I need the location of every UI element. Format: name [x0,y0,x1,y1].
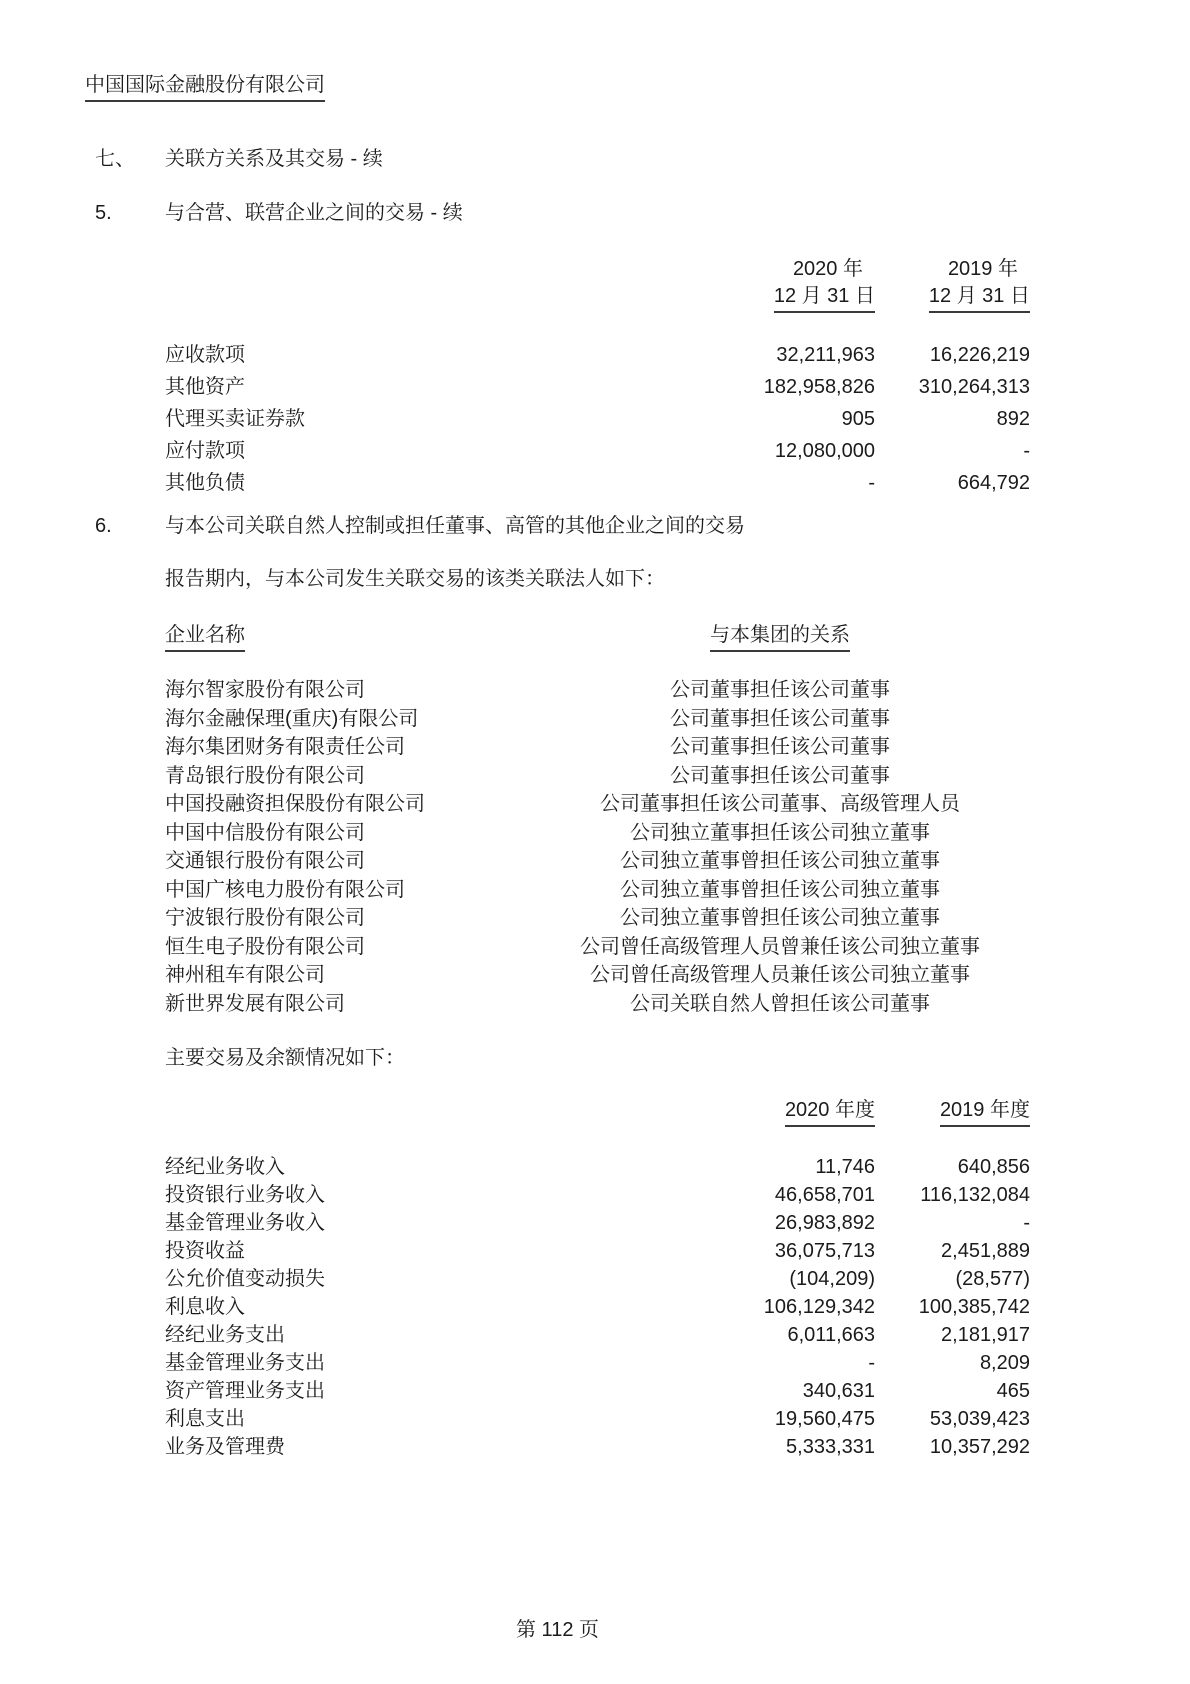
section-7-title: 关联方关系及其交易 - 续 [165,148,383,170]
related-party-relation: 公司曾任高级管理人员兼任该公司独立董事 [590,964,970,986]
year-2020-label: 2020 年 [792,258,863,280]
value-2020: 46,658,701 [774,1184,875,1206]
value-2020: 26,983,892 [774,1212,875,1234]
row-label: 资产管理业务支出 [165,1380,325,1402]
balances-table-row [165,339,1030,371]
section-6-intro: 报告期内，与本公司发生关联交易的该类关联法人如下： [165,568,665,590]
related-party-row [165,933,1030,962]
value-2019: 892 [996,408,1030,430]
value-2020: 11,746 [815,1156,875,1178]
value-2020: 905 [841,408,875,430]
value-2019: 2,451,889 [941,1240,1030,1262]
value-2019: 640,856 [957,1156,1030,1178]
company-column-header-text: 企业名称 [165,622,245,652]
row-label: 利息收入 [165,1296,245,1318]
row-label: 应收款项 [165,344,245,366]
related-party-row [165,705,1030,734]
value-2019: 8,209 [979,1352,1030,1374]
related-party-name: 中国投融资担保股份有限公司 [165,793,425,815]
related-party-name: 宁波银行股份有限公司 [165,907,365,929]
balances-table-row [165,435,1030,467]
value-2019: 53,039,423 [929,1408,1030,1430]
row-label: 公允价值变动损失 [165,1268,325,1290]
value-2019: - [1023,440,1030,462]
related-party-row [165,762,1030,791]
related-party-row [165,904,1030,933]
company-name-header [85,72,1030,102]
value-2019: 2,181,917 [941,1324,1030,1346]
transactions-table-row [165,1153,1030,1181]
transactions-col-2019-header [875,1097,1030,1127]
transactions-table-rows [165,1153,1030,1461]
value-2019: - [1023,1212,1030,1234]
value-2019: (28,577) [955,1268,1030,1290]
transactions-table-row [165,1209,1030,1237]
section-6 [85,513,1030,540]
balances-table-header [165,256,1030,313]
related-party-name: 海尔智家股份有限公司 [165,679,365,701]
row-label: 投资银行业务收入 [165,1184,325,1206]
balances-table-row [165,467,1030,499]
value-2020: 340,631 [802,1380,875,1402]
section-5-title: 与合营、联营企业之间的交易 - 续 [165,202,463,224]
related-party-relation: 公司董事担任该公司董事 [670,707,890,730]
row-label: 投资收益 [165,1240,245,1262]
related-party-name: 恒生电子股份有限公司 [165,935,365,958]
year-2019-label: 2019 年 [947,258,1018,280]
related-party-relation: 公司独立董事曾担任该公司独立董事 [620,850,940,872]
transactions-intro: 主要交易及余额情况如下： [165,1047,405,1069]
transactions-table-row [165,1377,1030,1405]
value-2020: 36,075,713 [774,1240,875,1262]
row-label: 基金管理业务收入 [165,1212,325,1234]
transactions-table-row [165,1293,1030,1321]
value-2020: - [868,1352,875,1374]
related-party-row [165,847,1030,876]
balances-col-2020-header [650,256,875,313]
company-column-header [165,622,530,652]
related-party-relation: 公司董事担任该公司董事、高级管理人员 [600,793,960,815]
related-party-row [165,961,1030,990]
transactions-table-row [165,1405,1030,1433]
value-2020: 182,958,826 [763,376,875,398]
related-party-relation: 公司董事担任该公司董事 [670,679,890,701]
value-2020: 32,211,963 [776,344,875,366]
section-7-number: 七、 [95,148,135,170]
row-label: 其他负债 [165,472,245,494]
value-2019: 16,226,219 [929,344,1030,366]
transactions-table-row [165,1181,1030,1209]
period-2019-label: 2019 年度 [940,1097,1030,1127]
value-2020: 5,333,331 [786,1436,875,1458]
relation-column-header-text: 与本集团的关系 [710,622,850,652]
value-2020: - [868,472,875,494]
related-party-name: 神州租车有限公司 [165,964,325,986]
row-label: 应付款项 [165,440,245,462]
related-parties-header [165,622,1030,652]
transactions-table-row [165,1433,1030,1461]
page-number: 第 112 页 [516,1619,599,1641]
relation-column-header [530,622,1030,652]
row-label: 利息支出 [165,1408,245,1430]
related-party-row [165,733,1030,762]
related-party-row [165,676,1030,705]
row-label: 代理买卖证券款 [165,408,305,430]
row-label: 经纪业务支出 [165,1324,285,1346]
related-party-row [165,876,1030,905]
related-party-relation: 公司曾任高级管理人员曾兼任该公司独立董事 [580,935,980,958]
related-party-name: 交通银行股份有限公司 [165,850,365,872]
section-5-number: 5. [95,202,112,224]
transactions-table-row [165,1321,1030,1349]
related-party-relation: 公司董事担任该公司董事 [670,764,890,787]
value-2020: 12,080,000 [774,440,875,462]
section-6-title: 与本公司关联自然人控制或担任董事、高管的其他企业之间的交易 [165,515,745,537]
value-2020: 106,129,342 [763,1296,875,1318]
related-party-relation: 公司独立董事曾担任该公司独立董事 [620,878,940,901]
related-party-relation: 公司关联自然人曾担任该公司董事 [630,992,930,1015]
section-5 [85,200,1030,227]
value-2019: 116,132,084 [920,1184,1030,1206]
row-label: 经纪业务收入 [165,1156,285,1178]
row-label: 基金管理业务支出 [165,1352,325,1374]
transactions-table-row [165,1237,1030,1265]
related-party-name: 中国广核电力股份有限公司 [165,878,405,901]
balances-table-row [165,403,1030,435]
period-2020-label: 2020 年度 [785,1097,875,1127]
balances-table-rows [165,339,1030,499]
row-label: 业务及管理费 [165,1436,285,1458]
related-party-name: 中国中信股份有限公司 [165,821,365,844]
transactions-col-2020-header [650,1097,875,1127]
section-7 [85,146,1030,173]
related-party-name: 海尔金融保理(重庆)有限公司 [165,707,419,730]
row-label: 其他资产 [165,376,245,398]
value-2019: 100,385,742 [918,1296,1030,1318]
value-2020: (104,209) [789,1268,875,1290]
date-2019-label: 12 月 31 日 [929,283,1030,313]
value-2019: 10,357,292 [929,1436,1030,1458]
transactions-table-row [165,1349,1030,1377]
value-2019: 310,264,313 [918,376,1030,398]
company-name: 中国国际金融股份有限公司 [85,72,325,102]
related-party-name: 青岛银行股份有限公司 [165,764,365,787]
related-parties-rows [165,676,1030,1018]
related-party-row [165,819,1030,848]
value-2019: 465 [996,1380,1030,1402]
balances-col-2019-header [875,256,1030,313]
value-2020: 19,560,475 [774,1408,875,1430]
related-party-row [165,790,1030,819]
transactions-table-header [165,1097,1030,1127]
date-2020-label: 12 月 31 日 [774,283,875,313]
balances-table-row [165,371,1030,403]
value-2019: 664,792 [957,472,1030,494]
related-party-name: 海尔集团财务有限责任公司 [165,736,405,758]
transactions-table-row [165,1265,1030,1293]
related-party-relation: 公司董事担任该公司董事 [670,736,890,758]
related-party-relation: 公司独立董事担任该公司独立董事 [630,821,930,844]
related-party-relation: 公司独立董事曾担任该公司独立董事 [620,907,940,929]
related-party-name: 新世界发展有限公司 [165,992,345,1015]
related-party-row [165,990,1030,1019]
section-6-number: 6. [95,515,112,537]
value-2020: 6,011,663 [787,1324,875,1346]
